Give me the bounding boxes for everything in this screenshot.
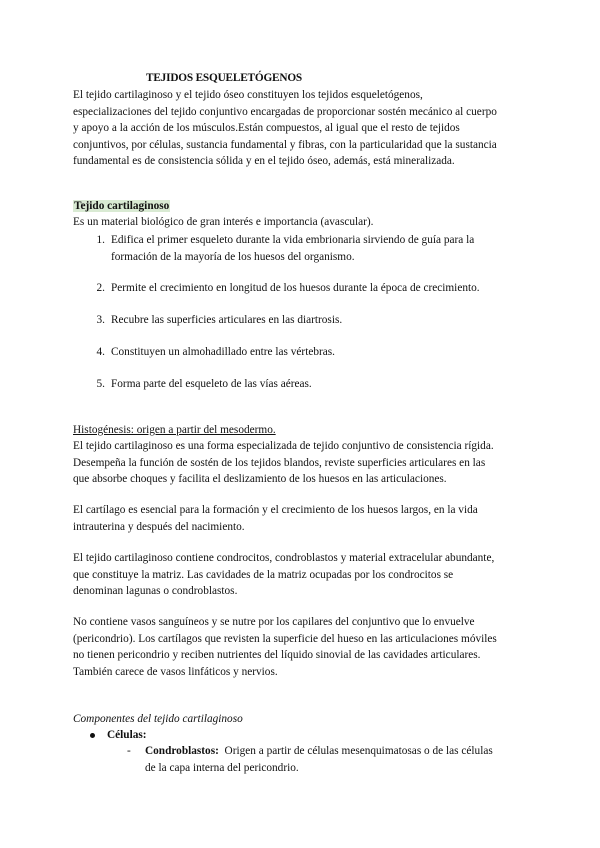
paragraph-line: que absorbe choques y facilita el deslizamiento de los huesos en las articulaciones. [73,473,447,485]
list-text [111,280,511,297]
paragraph-line: No contiene vasos sanguíneos y se nutre por los capilares del conjuntivo que lo envuelve [73,616,475,628]
dash-term: Condroblastos: [145,745,219,757]
bullet-label: Células: [107,729,147,741]
paragraph-line: intrauterina y después del nacimiento. [73,520,245,533]
intro-line: y apoyo a la acción de los músculos.Están compuestos, al igual que el resto de tejidos [73,122,460,134]
list-text [111,376,511,393]
paragraph-line: El tejido cartilaginoso contiene condrocitos, condroblastos y material extracelular abundante, [73,552,495,564]
body-paragraph [73,550,528,600]
paragraph-line: Desempeña la función de sostén de los tejidos blandos, reviste superficies articulares en las [73,456,486,469]
list-line: Constituyen un almohadillado entre las vértebras. [111,346,335,358]
intro-line: especializaciones del tejido conjuntivo encargadas de proporcionar sostén mecánico al cuerpo [73,105,497,118]
paragraph-line: que constituye la matriz. Las cavidades de la matriz ocupadas por los condrocitos se [73,568,454,581]
body-paragraph [73,614,528,680]
intro-line: El tejido cartilaginoso y el tejido óseo constituyen los tejidos esqueletógenos, [73,89,423,101]
list-text [111,232,511,265]
list-number: 5. [96,378,105,390]
list-number: 3. [96,314,105,326]
dash-mark: - [127,745,131,757]
body-paragraph [73,502,528,535]
list-number: 4. [96,346,105,358]
bullet-dot-icon [90,733,95,738]
list-line: formación de la mayoría de los huesos del organismo. [111,250,355,263]
list-number: 1. [96,234,105,246]
paragraph-line: También carece de vasos linfáticos y nervios. [73,665,278,678]
paragraph-line: (pericondrio). Los cartílagos que revisten la superficie del hueso en las articulaciones móviles [73,632,497,645]
list-text [111,312,511,329]
list-text [111,344,511,361]
paragraph-line: El tejido cartilaginoso es una forma especializada de tejido conjuntivo de consistencia rígida. [73,440,494,452]
list-line: Forma parte del esqueleto de las vías aéreas. [111,378,312,390]
page-title: TEJIDOS ESQUELETÓGENOS [146,72,303,84]
intro-line: conjuntivos, por células, sustancia fundamental y fibras, con la particularidad que la sustancia [73,138,497,151]
section-heading [73,198,170,215]
section-heading-text: Tejido cartilaginoso [74,200,170,212]
body-paragraph [73,438,528,488]
paragraph-line: no tienen pericondrio y reciben nutrientes del líquido sinovial de las cavidades articulares. [73,649,481,661]
intro-line: fundamental es de consistencia sólida y en el tejido óseo, además, está mineralizada. [73,155,455,167]
dash-line [145,743,527,760]
dash-text [145,743,527,776]
paragraph-line: El cartílago es esencial para la formación y el crecimiento de los huesos largos, en la vida [73,504,478,516]
section-intro: Es un material biológico de gran interés e importancia (avascular). [73,216,374,228]
intro-paragraph [73,87,528,170]
histogenesis-heading: Histogénesis: origen a partir del mesodermo. [73,424,276,436]
dash-line-text: Origen a partir de células mesenquimatosas o de las células [224,745,493,757]
components-heading: Componentes del tejido cartilaginoso [73,713,243,725]
paragraph-line: denominan lagunas o condroblastos. [73,585,238,597]
list-number: 2. [96,282,105,294]
dash-line: de la capa interna del pericondrio. [145,761,299,774]
list-line: Recubre las superficies articulares en las diartrosis. [111,314,343,326]
list-line: Permite el crecimiento en longitud de los huesos durante la época de crecimiento. [111,282,480,294]
list-line: Edifica el primer esqueleto durante la vida embrionaria sirviendo de guía para la [111,234,475,246]
